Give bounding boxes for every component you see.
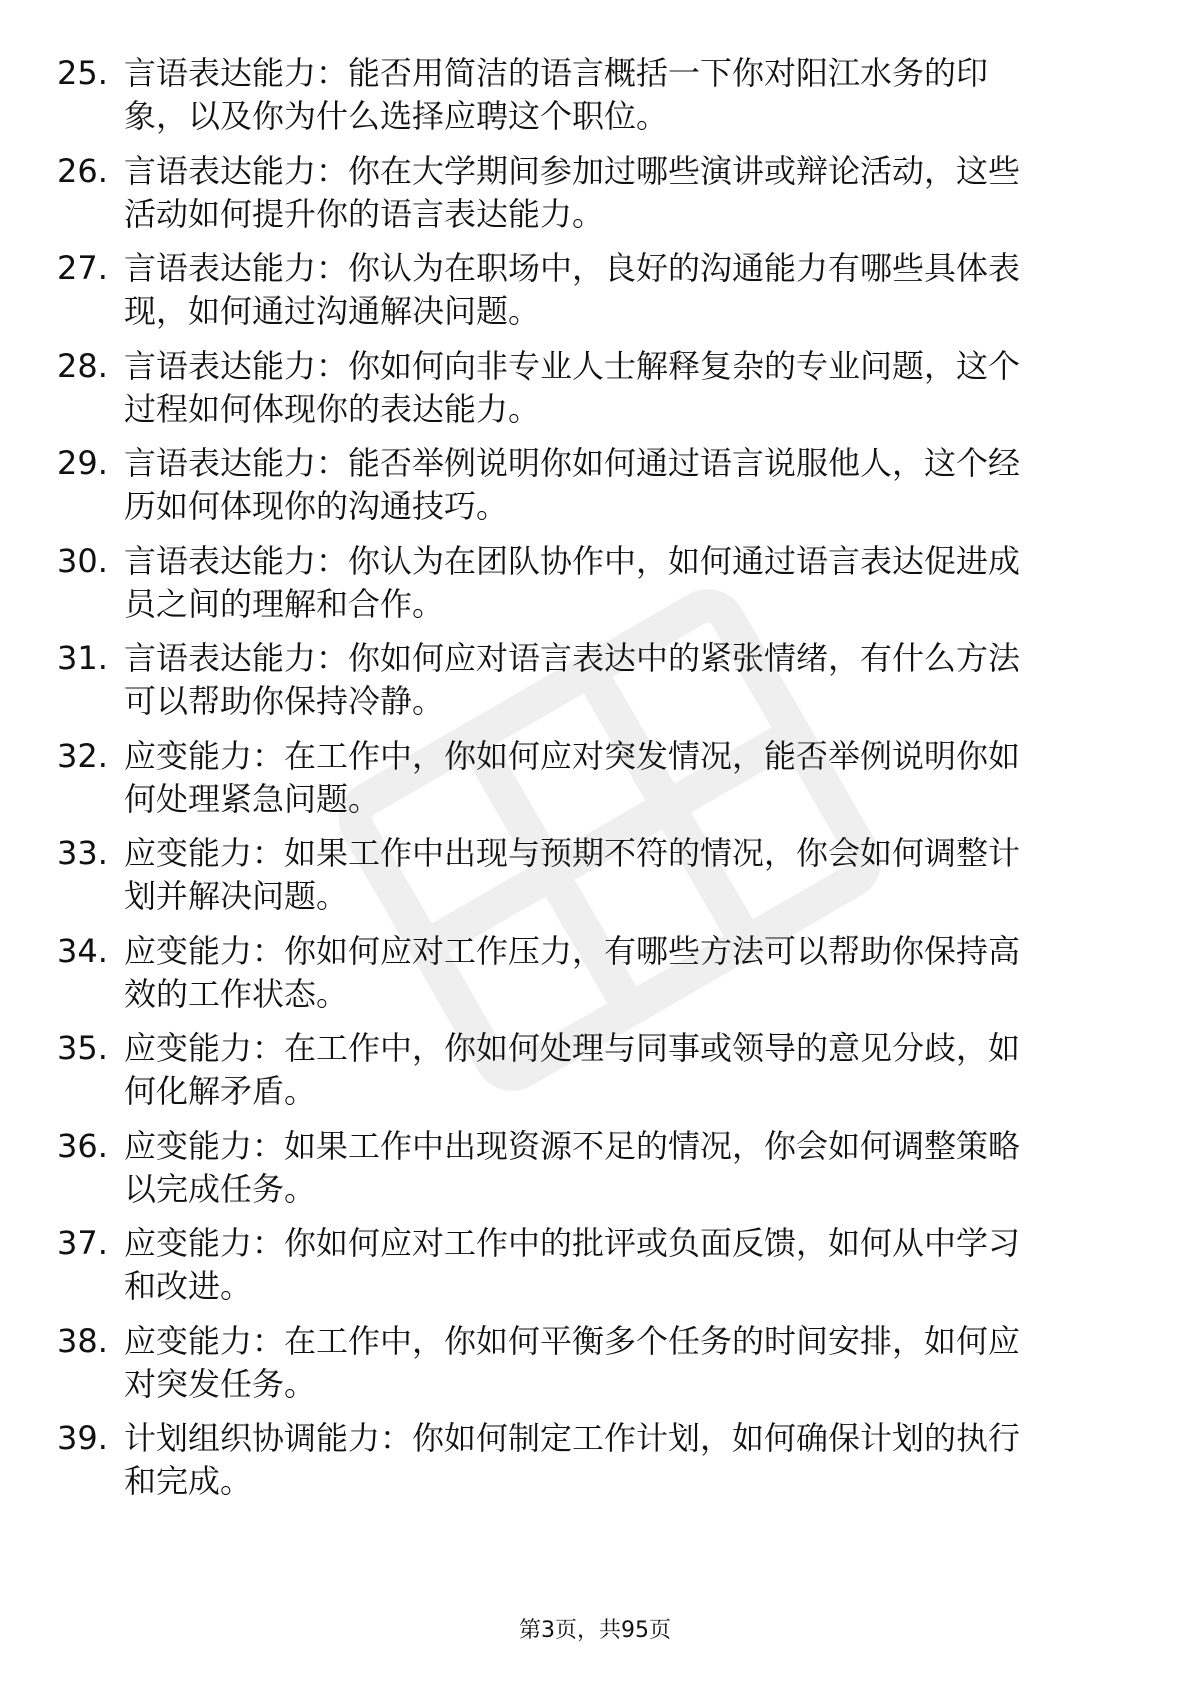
page-number: 第3页，共95页 xyxy=(519,1618,671,1643)
list-item xyxy=(57,1222,1117,1320)
list-item xyxy=(57,832,1117,930)
question-text xyxy=(124,247,1124,333)
question-number: 32. xyxy=(57,736,108,775)
question-text-line: 言语表达能力：你在大学期间参加过哪些演讲或辩论活动，这些 xyxy=(124,151,1021,190)
question-text xyxy=(124,1125,1124,1211)
question-text xyxy=(124,735,1124,821)
question-text-line: 员之间的理解和合作。 xyxy=(124,584,445,623)
question-text-line: 现，如何通过沟通解决问题。 xyxy=(124,292,541,330)
question-list xyxy=(57,52,1117,1515)
question-number: 29. xyxy=(57,444,108,482)
question-text-line: 言语表达能力：能否用简洁的语言概括一下你对阳江水务的印 xyxy=(124,54,989,92)
list-item xyxy=(57,930,1117,1028)
question-text xyxy=(124,832,1124,918)
question-text-line: 应变能力：在工作中，你如何处理与同事或领导的意见分歧，如 xyxy=(124,1029,1021,1067)
question-text-line: 言语表达能力：你如何向非专业人士解释复杂的专业问题，这个 xyxy=(124,346,1021,385)
list-item xyxy=(57,637,1117,735)
question-text-line: 应变能力：如果工作中出现与预期不符的情况，你会如何调整计 xyxy=(124,834,1021,872)
question-text xyxy=(124,52,1124,138)
list-item xyxy=(57,540,1117,638)
question-text-line: 应变能力：你如何应对工作压力，有哪些方法可以帮助你保持高 xyxy=(124,931,1021,970)
list-item xyxy=(57,150,1117,248)
list-item xyxy=(57,735,1117,833)
question-number: 31. xyxy=(57,639,108,677)
question-number: 34. xyxy=(57,931,108,970)
question-text xyxy=(124,930,1124,1016)
list-item xyxy=(57,247,1117,345)
question-text xyxy=(124,540,1124,626)
question-text-line: 何处理紧急问题。 xyxy=(124,779,381,818)
list-item xyxy=(57,1027,1117,1125)
question-text-line: 应变能力：你如何应对工作中的批评或负面反馈，如何从中学习 xyxy=(124,1224,1021,1262)
question-text-line: 言语表达能力：你如何应对语言表达中的紧张情绪，有什么方法 xyxy=(124,639,1021,677)
list-item xyxy=(57,442,1117,540)
question-text xyxy=(124,1027,1124,1113)
question-text-line: 效的工作状态。 xyxy=(124,974,349,1013)
question-text-line: 应变能力：在工作中，你如何应对突发情况，能否举例说明你如 xyxy=(124,736,1021,775)
question-text-line: 历如何体现你的沟通技巧。 xyxy=(124,487,509,525)
list-item xyxy=(57,1320,1117,1418)
question-number: 36. xyxy=(57,1126,108,1165)
list-item xyxy=(57,345,1117,443)
question-text-line: 对突发任务。 xyxy=(124,1364,317,1403)
list-item xyxy=(57,52,1117,150)
question-number: 26. xyxy=(57,151,108,190)
question-number: 25. xyxy=(57,54,108,92)
question-text-line: 和改进。 xyxy=(124,1267,253,1305)
question-text-line: 应变能力：在工作中，你如何平衡多个任务的时间安排，如何应 xyxy=(124,1321,1021,1360)
question-number: 38. xyxy=(57,1321,108,1360)
question-text-line: 计划组织协调能力：你如何制定工作计划，如何确保计划的执行 xyxy=(124,1419,1021,1457)
question-text-line: 言语表达能力：你认为在职场中，良好的沟通能力有哪些具体表 xyxy=(124,249,1021,287)
question-text-line: 和完成。 xyxy=(124,1462,253,1500)
list-item xyxy=(57,1417,1117,1515)
question-text xyxy=(124,1222,1124,1308)
question-text xyxy=(124,345,1124,431)
question-text xyxy=(124,637,1124,723)
question-text-line: 划并解决问题。 xyxy=(124,877,349,915)
question-text-line: 过程如何体现你的表达能力。 xyxy=(124,389,541,428)
question-text xyxy=(124,442,1124,528)
question-number: 33. xyxy=(57,834,108,872)
question-text-line: 何化解矛盾。 xyxy=(124,1072,317,1110)
question-number: 35. xyxy=(57,1029,108,1067)
list-item xyxy=(57,1125,1117,1223)
question-text xyxy=(124,150,1124,236)
question-text-line: 言语表达能力：你认为在团队协作中，如何通过语言表达促进成 xyxy=(124,541,1021,580)
question-text xyxy=(124,1320,1124,1406)
question-number: 28. xyxy=(57,346,108,385)
question-number: 37. xyxy=(57,1224,108,1262)
question-text-line: 可以帮助你保持冷静。 xyxy=(124,682,445,720)
question-text-line: 应变能力：如果工作中出现资源不足的情况，你会如何调整策略 xyxy=(124,1126,1021,1165)
question-text-line: 以完成任务。 xyxy=(124,1169,317,1208)
question-text xyxy=(124,1417,1124,1503)
question-number: 39. xyxy=(57,1419,108,1457)
question-text-line: 活动如何提升你的语言表达能力。 xyxy=(124,194,605,233)
question-text-line: 言语表达能力：能否举例说明你如何通过语言说服他人，这个经 xyxy=(124,444,1021,482)
question-number: 30. xyxy=(57,541,108,580)
question-number: 27. xyxy=(57,249,108,287)
question-text-line: 象，以及你为什么选择应聘这个职位。 xyxy=(124,97,669,135)
